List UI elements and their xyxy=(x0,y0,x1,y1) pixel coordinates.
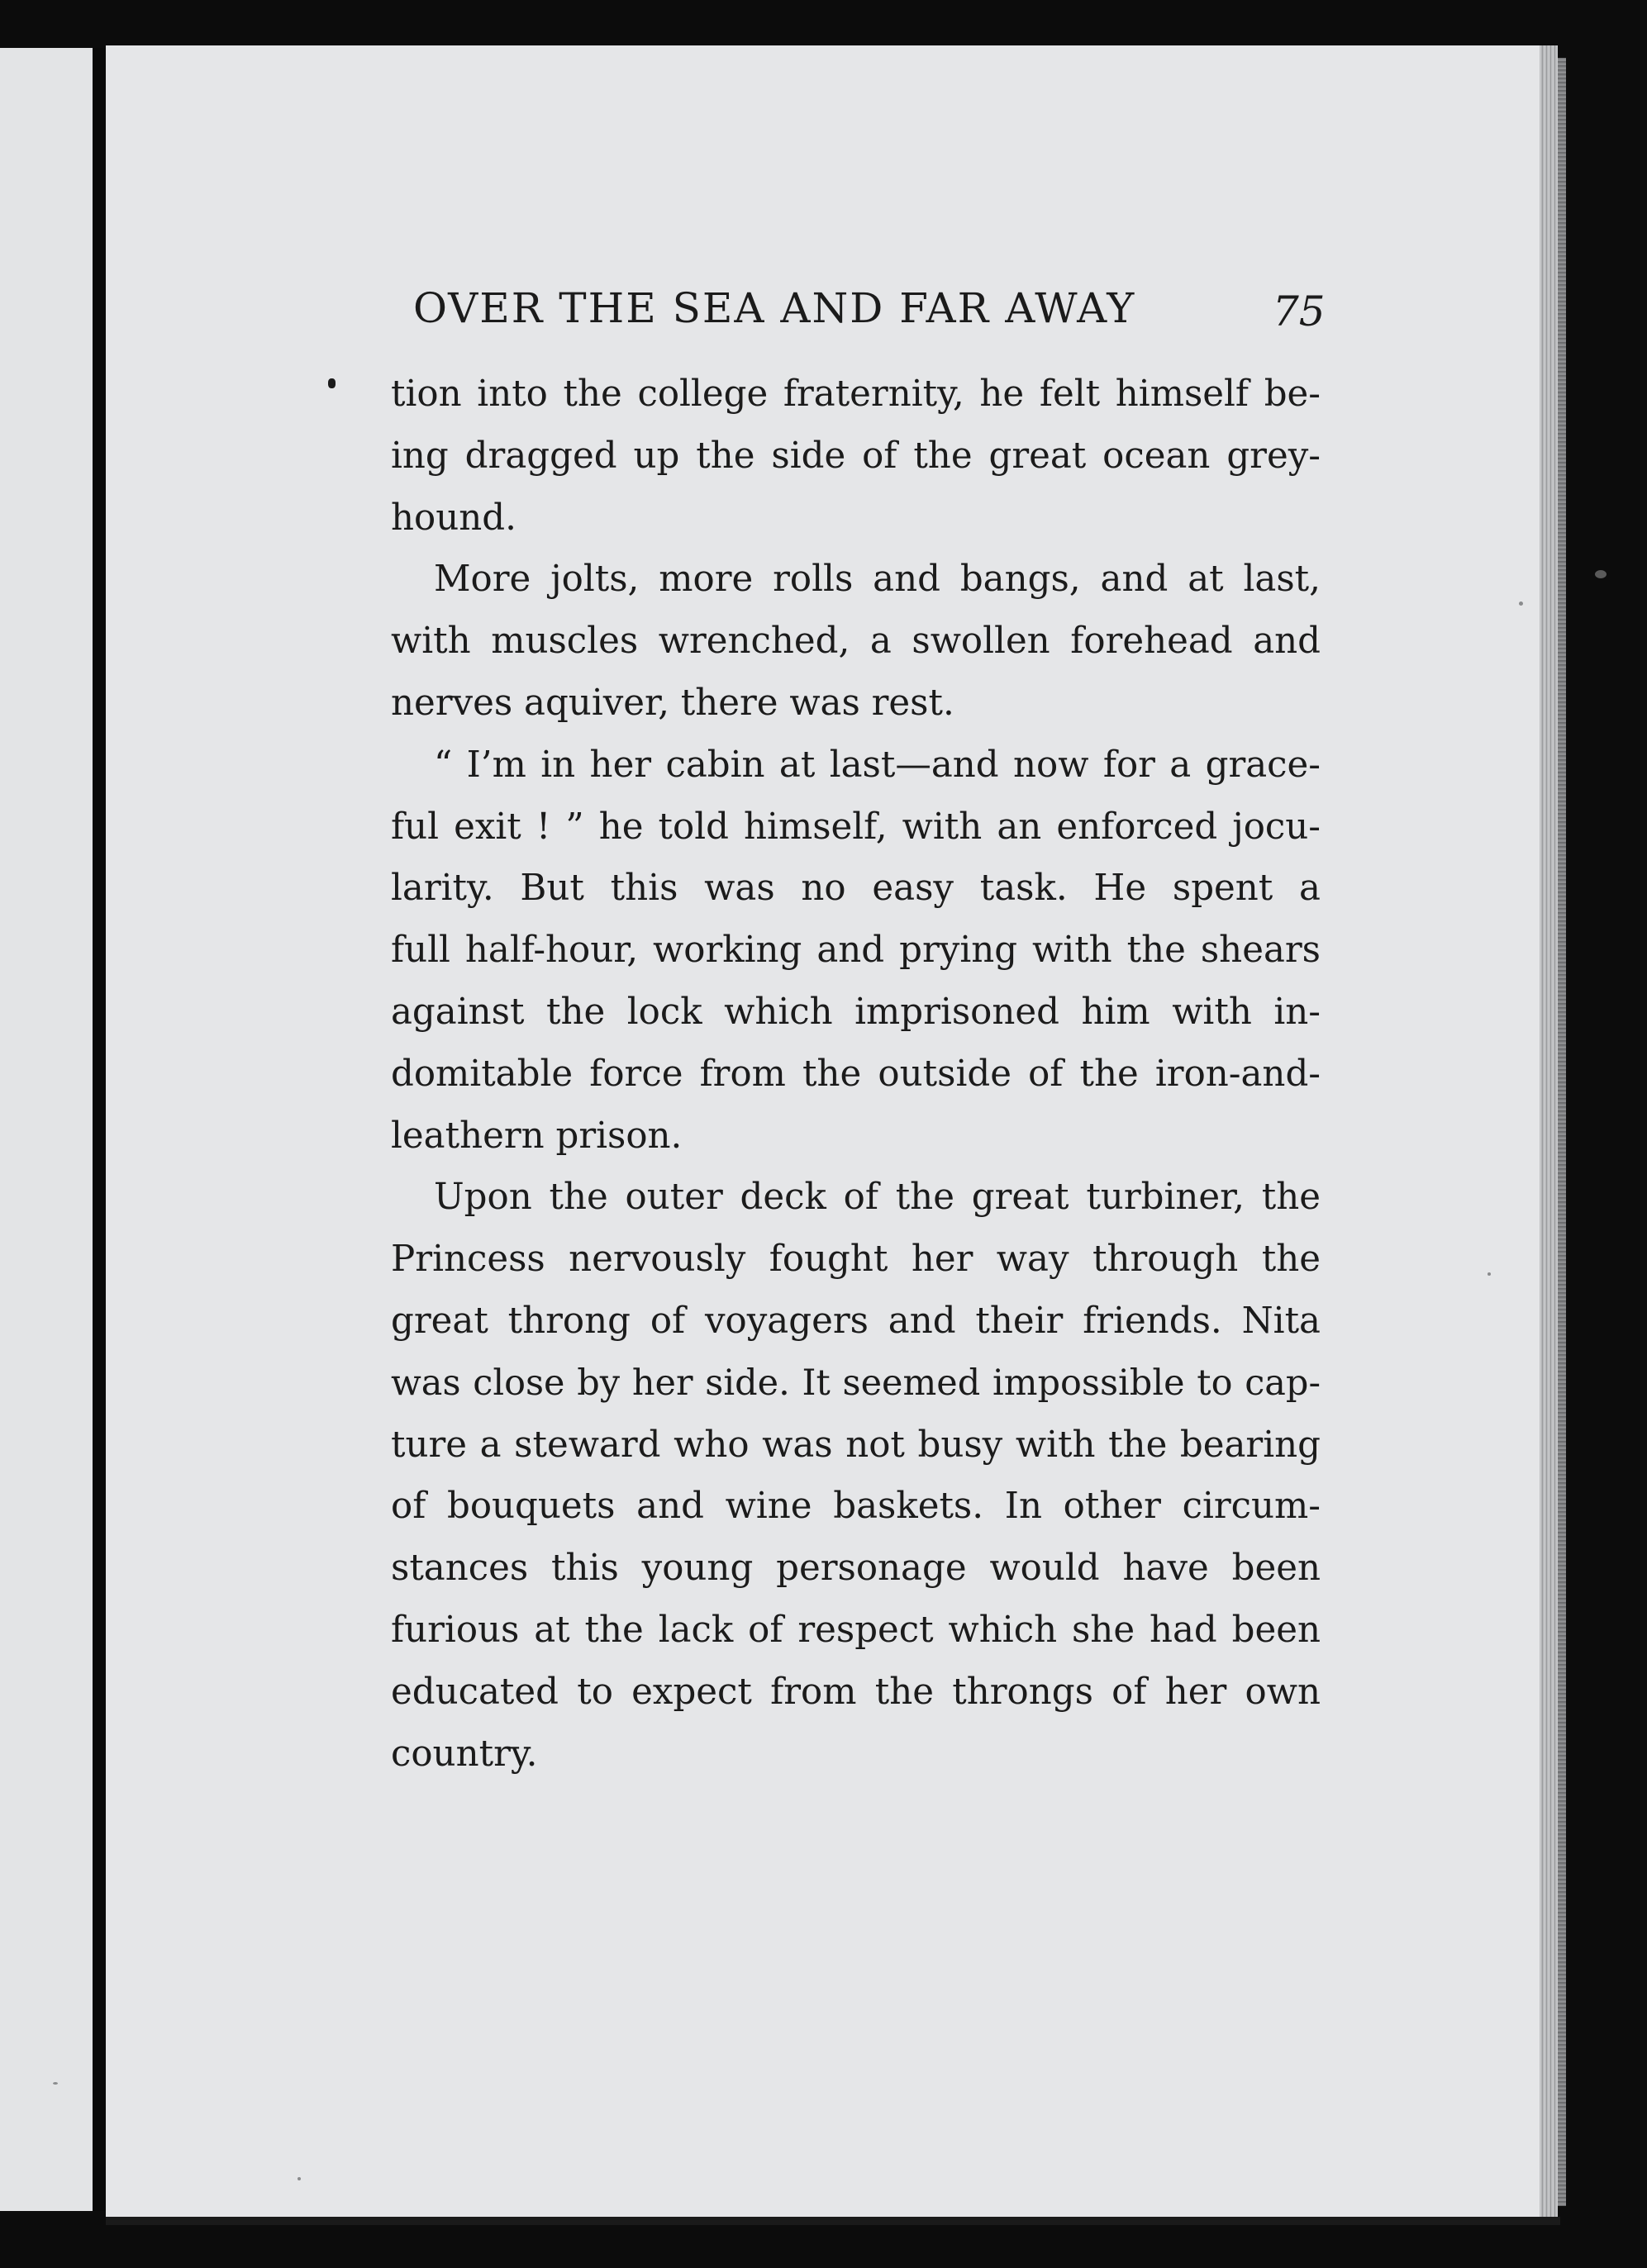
text-line: educated to expect from the throngs of her own xyxy=(391,1671,1321,1713)
text-line: country. xyxy=(391,1733,538,1775)
running-title: OVER THE SEA AND FAR AWAY xyxy=(413,284,1136,332)
text-line: was close by her side. It seemed impossible to cap- xyxy=(391,1362,1321,1404)
text-line: furious at the lack of respect which she had been xyxy=(391,1609,1321,1651)
text-line: great throng of voyagers and their friends. Nita xyxy=(391,1300,1321,1342)
text-line: More jolts, more rolls and bangs, and at last, xyxy=(434,559,1321,601)
text-line: nerves aquiver, there was rest. xyxy=(391,682,954,724)
text-line: stances this young personage would have been xyxy=(391,1548,1321,1590)
text-line: ful exit ! ” he told himself, with an enforced jocu- xyxy=(391,806,1321,848)
text-line: hound. xyxy=(391,497,516,539)
margin-mark xyxy=(328,378,336,388)
text-line: with muscles wrenched, a swollen forehead and xyxy=(391,620,1321,663)
paragraph xyxy=(391,735,1321,1167)
text-line: of bouquets and wine baskets. In other circum- xyxy=(391,1486,1321,1528)
page-stack-edge xyxy=(1540,45,1558,2217)
text-line: ing dragged up the side of the great ocean grey- xyxy=(391,435,1321,477)
page-bottom-shadow xyxy=(106,2217,1560,2225)
gutter-shadow xyxy=(93,48,106,2211)
dust-speck xyxy=(1595,570,1607,578)
page-number: 75 xyxy=(1273,288,1326,335)
text-line: against the lock which imprisoned him with in- xyxy=(391,991,1321,1033)
paragraph xyxy=(391,549,1321,734)
adjacent-page-edge xyxy=(0,48,93,2211)
paragraph-continued xyxy=(391,364,1321,549)
dust-speck xyxy=(53,2082,58,2085)
text-line: full half-hour, working and prying with the shears xyxy=(391,930,1321,972)
text-line: domitable force from the outside of the iron-and- xyxy=(391,1053,1321,1095)
running-head xyxy=(413,279,1326,345)
dust-speck xyxy=(1519,601,1523,606)
text-line: “ I’m in her cabin at last—and now for a grace- xyxy=(434,744,1321,786)
text-line: tion into the college fraternity, he felt himself be- xyxy=(391,373,1321,415)
dust-speck xyxy=(1488,1272,1491,1276)
dust-speck xyxy=(298,2177,301,2180)
paragraph xyxy=(391,1167,1321,1785)
text-line: ture a steward who was not busy with the bearing xyxy=(391,1424,1321,1466)
text-line: Princess nervously fought her way through the xyxy=(391,1239,1321,1281)
text-line: Upon the outer deck of the great turbiner, the xyxy=(434,1177,1321,1219)
page-stack-shadow xyxy=(1558,58,1566,2206)
text-line: larity. But this was no easy task. He spent a xyxy=(391,868,1321,910)
body-text xyxy=(391,364,1321,1785)
text-line: leathern prison. xyxy=(391,1115,683,1157)
